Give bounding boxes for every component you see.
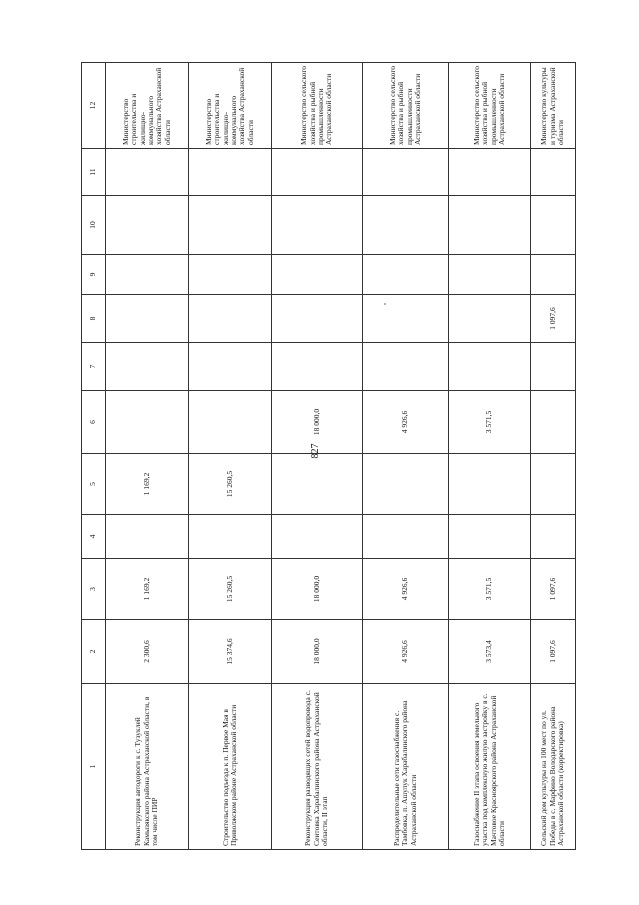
value-cell: [189, 343, 272, 391]
column-header: 11: [82, 149, 106, 196]
value-cell: [531, 149, 576, 196]
value-cell: [449, 149, 531, 196]
value-cell: [106, 255, 189, 295]
value-cell: [531, 343, 576, 391]
value-cell: [531, 391, 576, 454]
value-cell: [272, 149, 363, 196]
value-cell: [449, 515, 531, 559]
value-cell: 2 300,6: [106, 620, 189, 684]
column-header: 4: [82, 515, 106, 559]
value-cell: [272, 255, 363, 295]
value-cell: [363, 343, 449, 391]
value-cell: [106, 149, 189, 196]
value-cell: [272, 515, 363, 559]
responsible-ministry: Министерство строительства и жилищно-коммунального хозяйства Астраханской области: [189, 63, 272, 149]
value-cell: 18 000,0: [272, 620, 363, 684]
column-header: 9: [82, 255, 106, 295]
project-name: Строительство подъезда к п. Первое Мая в Приволжском районе Астраханской области: [189, 684, 272, 850]
value-cell: 18 000,0: [272, 391, 363, 454]
value-cell: [106, 343, 189, 391]
value-cell: [106, 391, 189, 454]
value-cell: [189, 515, 272, 559]
value-cell: [106, 295, 189, 343]
value-cell: [449, 343, 531, 391]
project-name: Реконструкция автодороги к с. Тузуклей Камызякского района Астраханской области, в том числе ПИР: [106, 684, 189, 850]
value-cell: [106, 515, 189, 559]
project-name: Реконструкция разводящих сетей водопровода с. Сеитовка Харабалинского района Астраханской области, II этап: [272, 684, 363, 850]
column-header: 8: [82, 295, 106, 343]
column-number-row: [82, 63, 106, 850]
value-cell: 1 097,6: [531, 620, 576, 684]
column-header: 1: [82, 684, 106, 850]
column-header: 7: [82, 343, 106, 391]
value-cell: 4 926,6: [363, 620, 449, 684]
value-cell: [363, 454, 449, 515]
value-cell: 15 374,6: [189, 620, 272, 684]
responsible-ministry: Министерство строительства и жилищно-коммунального хозяйства Астраханской области: [106, 63, 189, 149]
responsible-ministry: Министерство сельского хозяйства и рыбной промышленности Астраханской области: [449, 63, 531, 149]
value-cell: [363, 255, 449, 295]
value-cell: [363, 295, 449, 343]
value-cell: [363, 149, 449, 196]
value-cell: [189, 196, 272, 255]
value-cell: [363, 515, 449, 559]
project-name: Сельский дом культуры на 100 мест по ул. Победы в с. Марфино Володарского района Астраханской области (корректировка): [531, 684, 576, 850]
value-cell: [449, 295, 531, 343]
column-header: 2: [82, 620, 106, 684]
responsible-ministry: Министерство сельского хозяйства и рыбной промышленности Астраханской области: [363, 63, 449, 149]
responsible-ministry: Министерство культуры и туризма Астраханской области: [531, 63, 576, 149]
budget-table-frame: [81, 63, 566, 850]
column-header: 5: [82, 454, 106, 515]
value-cell: 15 260,5: [189, 454, 272, 515]
value-cell: [272, 196, 363, 255]
value-cell: [531, 454, 576, 515]
value-cell: [363, 196, 449, 255]
table-row: [363, 63, 449, 850]
value-cell: 1 169,2: [106, 454, 189, 515]
table-row: [531, 63, 576, 850]
column-header: 6: [82, 391, 106, 454]
column-header: 10: [82, 196, 106, 255]
column-header: 3: [82, 559, 106, 620]
page-number: 827: [310, 443, 321, 459]
value-cell: 4 926,6: [363, 391, 449, 454]
value-cell: [272, 454, 363, 515]
value-cell: [189, 255, 272, 295]
scan-speck: [384, 303, 386, 305]
value-cell: 1 097,6: [531, 295, 576, 343]
value-cell: [449, 454, 531, 515]
table-row: [189, 63, 272, 850]
value-cell: [272, 295, 363, 343]
value-cell: [531, 196, 576, 255]
value-cell: [189, 295, 272, 343]
value-cell: [106, 196, 189, 255]
value-cell: [272, 343, 363, 391]
project-name: Распределительные сети газоснабжения с. Тамбовка, п. Ашулук Харабалинского района Астраханской области: [363, 684, 449, 850]
value-cell: 4 926,6: [363, 559, 449, 620]
table-row: [449, 63, 531, 850]
table-row: [106, 63, 189, 850]
project-name: Газоснабжение II этапа освоения земельного участка под комплексную жилую застройку в с. Мачтовое Красноярского района Астраханской области: [449, 684, 531, 850]
value-cell: [531, 515, 576, 559]
budget-table: [81, 62, 576, 850]
value-cell: [531, 255, 576, 295]
value-cell: 3 571,5: [449, 559, 531, 620]
responsible-ministry: Министерство сельского хозяйства и рыбной промышленности Астраханской области: [272, 63, 363, 149]
value-cell: 15 260,5: [189, 559, 272, 620]
value-cell: [449, 196, 531, 255]
column-header: 12: [82, 63, 106, 149]
value-cell: [189, 149, 272, 196]
value-cell: 1 097,6: [531, 559, 576, 620]
value-cell: [449, 255, 531, 295]
value-cell: 3 573,4: [449, 620, 531, 684]
value-cell: 1 169,2: [106, 559, 189, 620]
table-row: [272, 63, 363, 850]
value-cell: [189, 391, 272, 454]
value-cell: 18 000,0: [272, 559, 363, 620]
value-cell: 3 571,5: [449, 391, 531, 454]
